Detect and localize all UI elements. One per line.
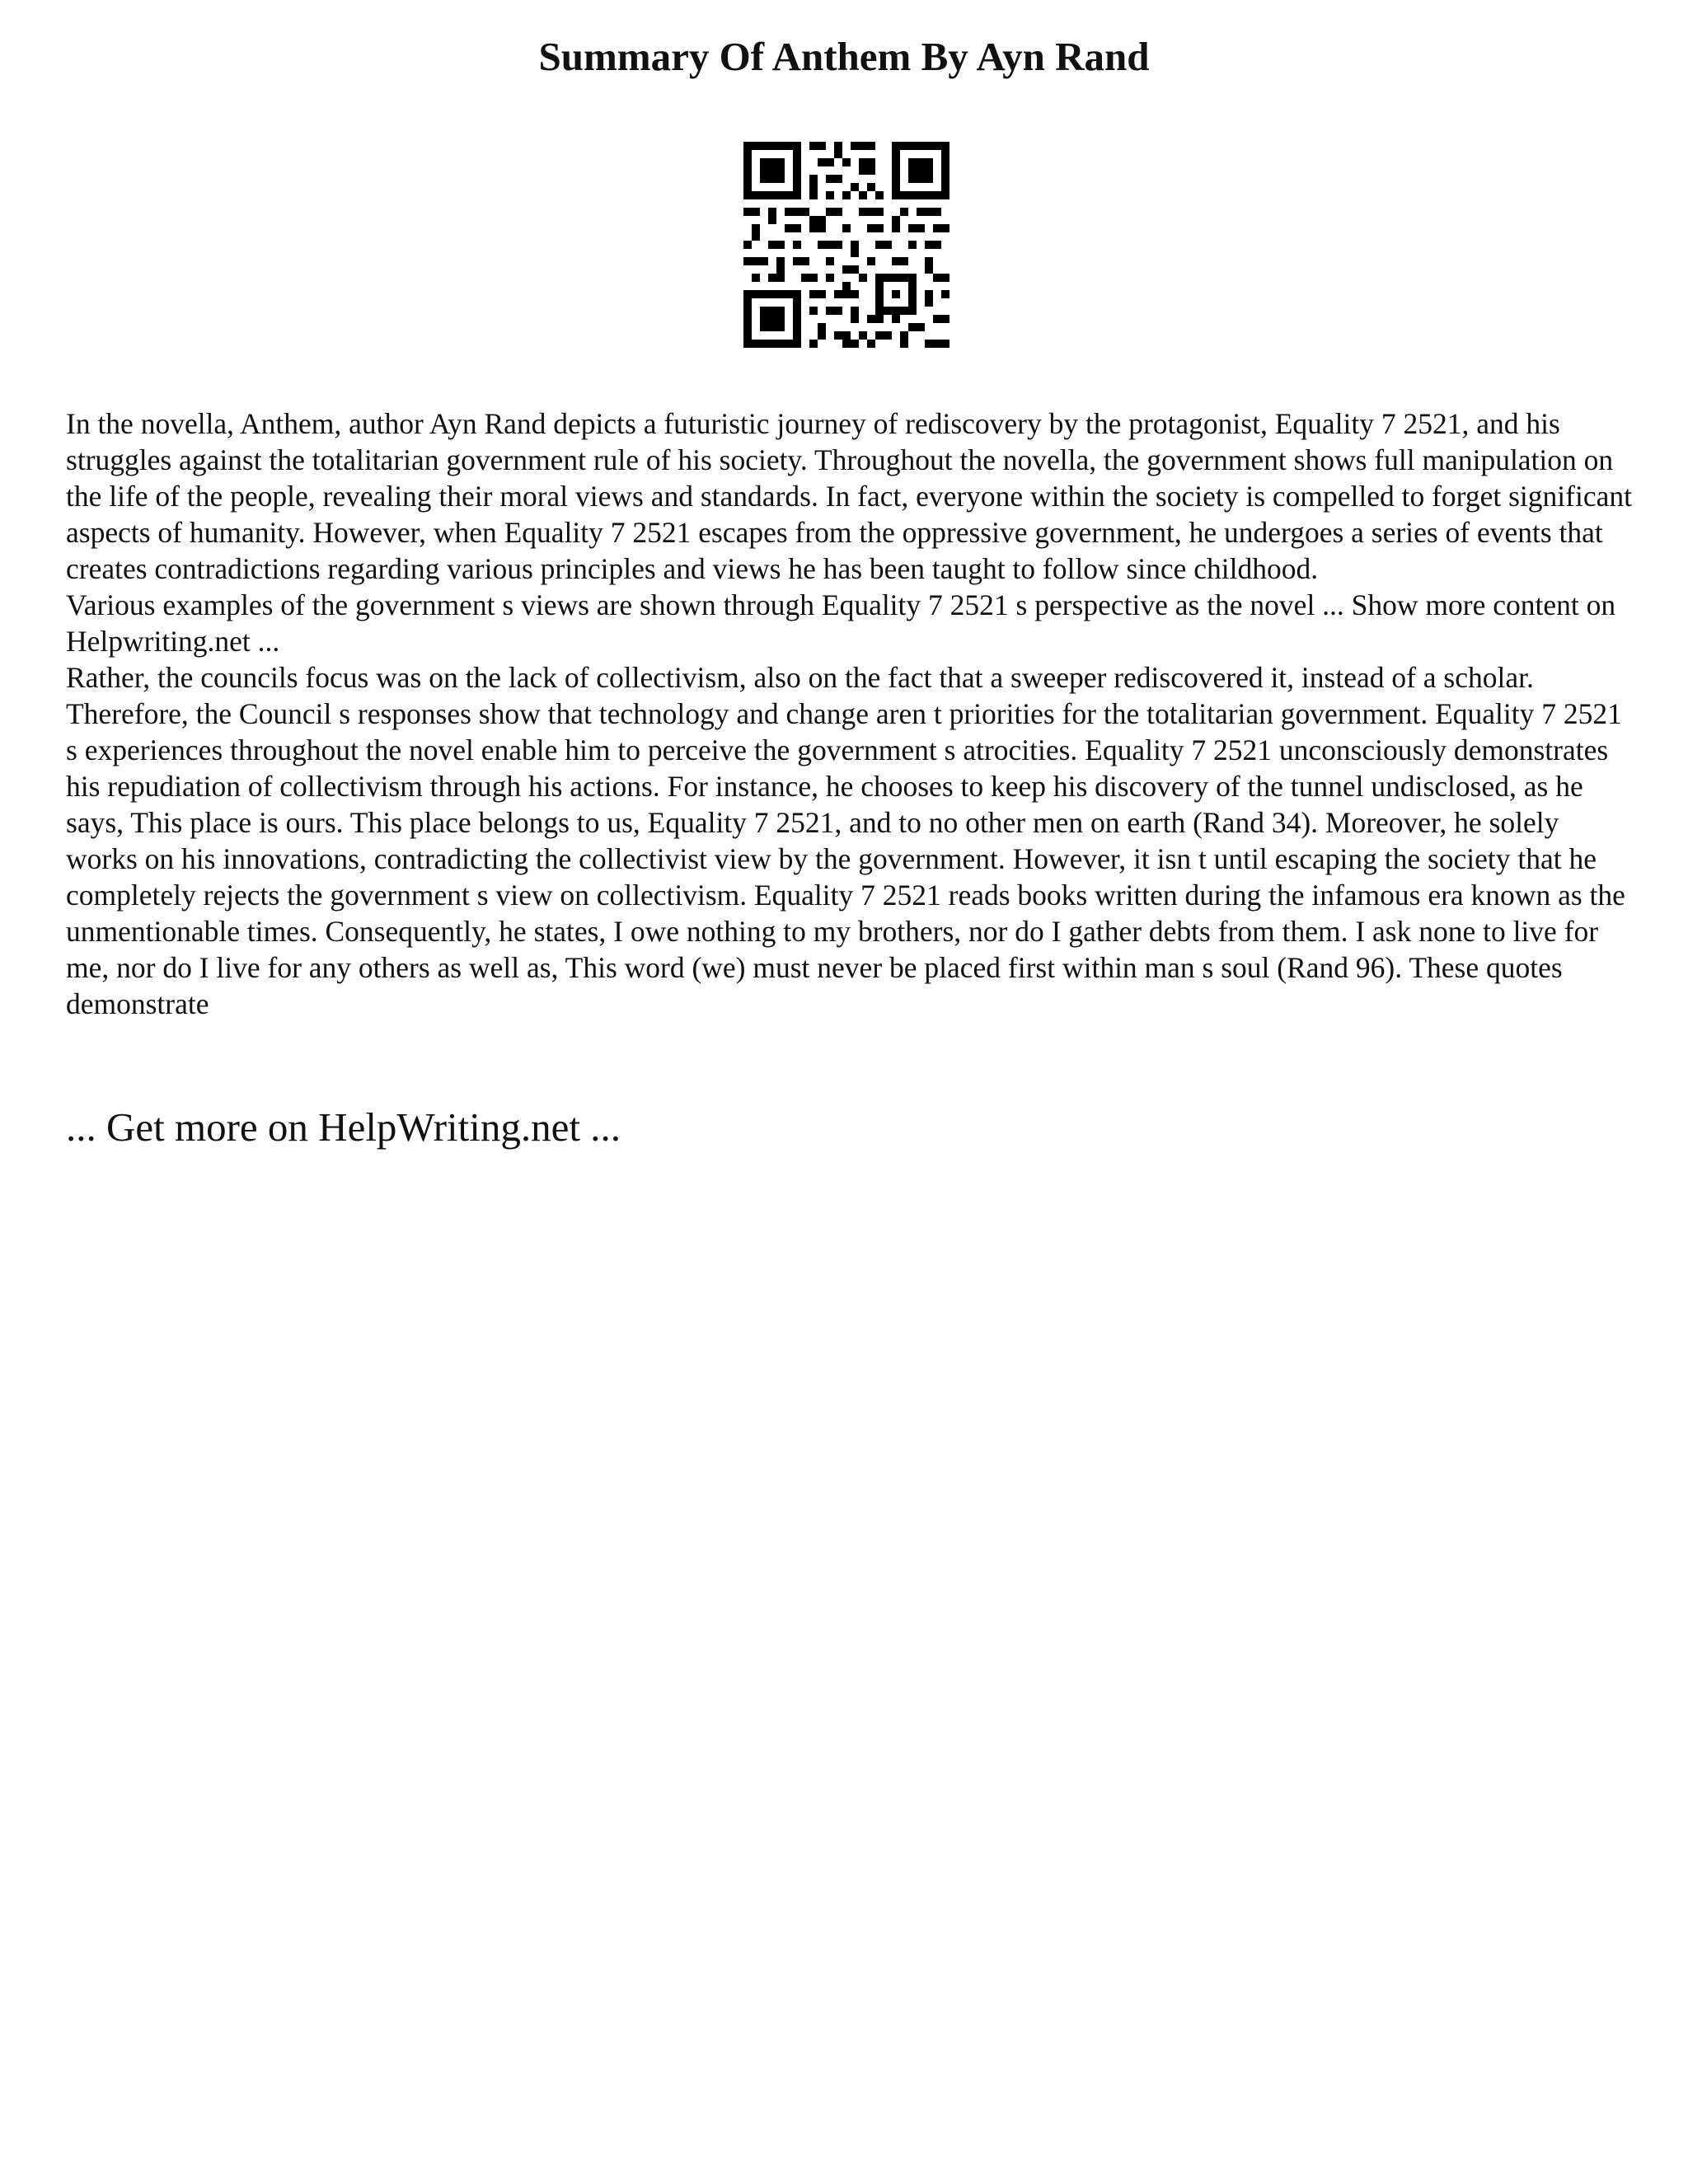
paragraph-intro: In the novella, Anthem, author Ayn Rand depicts a futuristic journey of rediscovery by the protagonist, Equality 7 2521, and his struggles against the totalitarian government rule of his society. Throughout the novella, the government shows full manipulation on the life of the people, revealing their moral views and standards. In fact, everyone within the society is compelled to forget significant aspects of humanity. However, when Equality 7 2521 escapes from the oppressive government, he undergoes a series of events that creates contradictions regarding various principles and views he has been taught to follow since childhood. xyxy=(66,407,1632,585)
paragraph-preview: Various examples of the government s views are shown through Equality 7 2521 s perspective as the novel ... Show more content on Helpwriting.net ... xyxy=(66,588,1616,658)
get-more-link[interactable]: ... Get more on HelpWriting.net ... xyxy=(66,1104,621,1150)
page-title: Summary Of Anthem By Ayn Rand xyxy=(538,34,1150,79)
paragraph-analysis: Rather, the councils focus was on the lack of collectivism, also on the fact that a sweeper rediscovered it, instead of a scholar. Therefore, the Council s responses show that technology and change aren t priorities for the totalitarian government. Equality 7 2521 s experiences throughout the novel enable him to perceive the government s atrocities. Equality 7 2521 unconsciously demonstrates his repudiation of collectivism through his actions. For instance, he chooses to keep his discovery of the tunnel undisclosed, as he says, This place is ours. This place belongs to us, Equality 7 2521, and to no other men on earth (Rand 34). Moreover, he solely works on his innovations, contradicting the collectivist view by the government. However, it isn t until escaping the society that he completely rejects the government s view on collectivism. Equality 7 2521 reads books written during the infamous era known as the unmentionable times. Consequently, he states, I owe nothing to my brothers, nor do I gather debts from them. I ask none to live for me, nor do I live for any others as well as, This word (we) must never be placed first within man s soul (Rand 96). These quotes demonstrate xyxy=(66,661,1625,1020)
article-body xyxy=(66,405,1632,1022)
qr-code-icon xyxy=(743,142,950,348)
